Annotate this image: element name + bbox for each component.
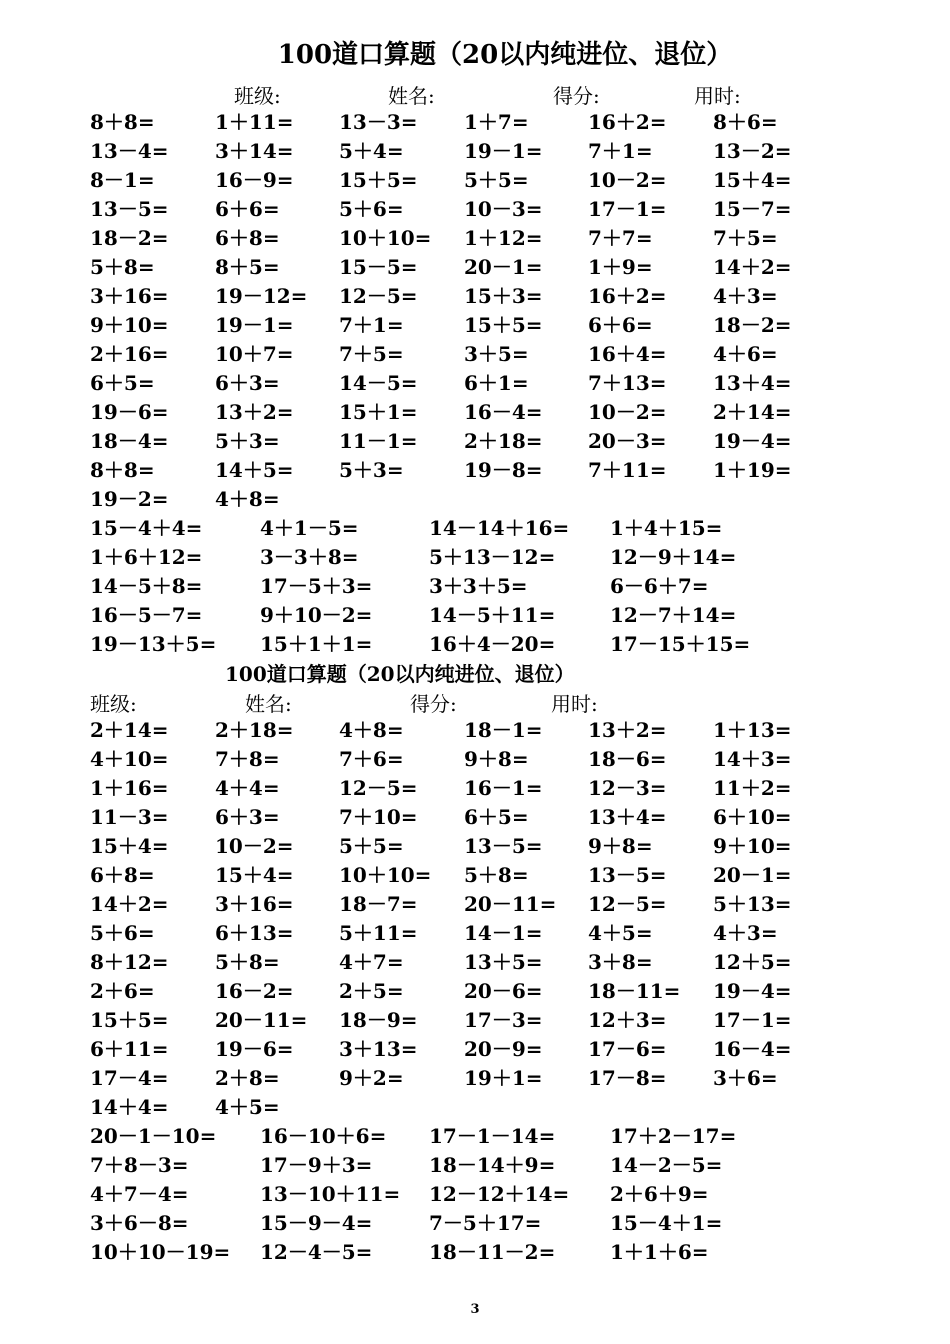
problem-item: 12－5=	[339, 284, 418, 308]
problem-item: 20－11=	[215, 1008, 308, 1032]
problem-item: 5＋6=	[339, 197, 404, 221]
problem-item: 15＋1=	[339, 400, 418, 424]
problem-item: 17－3=	[464, 1008, 543, 1032]
problem-item: 15＋4=	[90, 834, 169, 858]
problem-item: 6＋8=	[90, 863, 155, 887]
problem-item: 7＋13=	[588, 371, 667, 395]
problem-item: 16＋2=	[588, 284, 667, 308]
problem-item: 11－1=	[339, 429, 418, 453]
problem-item: 15－7=	[713, 197, 792, 221]
problem-item: 6－6＋7=	[610, 574, 709, 598]
problem-item: 19－2=	[90, 487, 169, 511]
problem-item: 18－1=	[464, 718, 543, 742]
problem-item: 17－1=	[713, 1008, 792, 1032]
problem-item: 1＋9=	[588, 255, 653, 279]
problem-item: 6＋8=	[215, 226, 280, 250]
problem-item: 12－3=	[588, 776, 667, 800]
problem-item: 18－9=	[339, 1008, 418, 1032]
problem-item: 5＋5=	[464, 168, 529, 192]
problem-item: 12－4－5=	[260, 1240, 373, 1264]
problem-item: 16＋4－20=	[429, 632, 556, 656]
problem-item: 7＋10=	[339, 805, 418, 829]
problem-item: 17－4=	[90, 1066, 169, 1090]
problem-item: 17－1－14=	[429, 1124, 556, 1148]
problem-item: 2＋16=	[90, 342, 169, 366]
problem-item: 3＋3＋5=	[429, 574, 528, 598]
problem-item: 20－1=	[464, 255, 543, 279]
problem-item: 3－3＋8=	[260, 545, 359, 569]
problem-item: 4＋7－4=	[90, 1182, 189, 1206]
problem-item: 20－9=	[464, 1037, 543, 1061]
problem-item: 13＋4=	[588, 805, 667, 829]
problem-item: 13＋4=	[713, 371, 792, 395]
problem-item: 11－3=	[90, 805, 169, 829]
problem-item: 18－2=	[713, 313, 792, 337]
sheet2-title: 100道口算题（20以内纯进位、退位）	[225, 662, 575, 686]
problem-item: 6＋5=	[464, 805, 529, 829]
problem-item: 18－11=	[588, 979, 681, 1003]
problem-item: 4＋5=	[588, 921, 653, 945]
problem-item: 10－2=	[215, 834, 294, 858]
problem-item: 4＋10=	[90, 747, 169, 771]
problem-item: 14＋4=	[90, 1095, 169, 1119]
problem-item: 19－1=	[464, 139, 543, 163]
problem-item: 6＋3=	[215, 805, 280, 829]
problem-item: 16－4=	[464, 400, 543, 424]
problem-item: 2＋6＋9=	[610, 1182, 709, 1206]
problem-item: 13－5=	[464, 834, 543, 858]
problem-item: 4＋5=	[215, 1095, 280, 1119]
problem-item: 4＋7=	[339, 950, 404, 974]
problem-item: 9＋10=	[713, 834, 792, 858]
problem-item: 18－7=	[339, 892, 418, 916]
problem-item: 16－9=	[215, 168, 294, 192]
problem-item: 13－5=	[90, 197, 169, 221]
problem-item: 5＋8=	[90, 255, 155, 279]
problem-item: 5＋5=	[339, 834, 404, 858]
problem-item: 16－1=	[464, 776, 543, 800]
problem-item: 16－4=	[713, 1037, 792, 1061]
time-label: 用时:	[551, 692, 598, 716]
class-label: 班级:	[234, 84, 281, 108]
sheet1-title: 100道口算题（20以内纯进位、退位）	[277, 40, 733, 70]
problem-item: 14－5=	[339, 371, 418, 395]
problem-item: 19－1=	[215, 313, 294, 337]
problem-item: 6＋3=	[215, 371, 280, 395]
problem-item: 19－12=	[215, 284, 308, 308]
problem-item: 2＋8=	[215, 1066, 280, 1090]
problem-item: 2＋6=	[90, 979, 155, 1003]
problem-item: 16－2=	[215, 979, 294, 1003]
problem-item: 14－1=	[464, 921, 543, 945]
problem-item: 18－2=	[90, 226, 169, 250]
problem-item: 13－2=	[713, 139, 792, 163]
problem-item: 7＋5=	[713, 226, 778, 250]
problem-item: 19－6=	[215, 1037, 294, 1061]
problem-item: 3＋16=	[90, 284, 169, 308]
problem-item: 10－3=	[464, 197, 543, 221]
problem-item: 7＋11=	[588, 458, 667, 482]
problem-item: 4＋8=	[215, 487, 280, 511]
problem-item: 16＋2=	[588, 110, 667, 134]
problem-item: 17－1=	[588, 197, 667, 221]
problem-item: 2＋5=	[339, 979, 404, 1003]
problem-item: 7＋8－3=	[90, 1153, 189, 1177]
problem-item: 2＋14=	[713, 400, 792, 424]
sheet1-info-row	[0, 80, 950, 106]
problem-item: 1＋6＋12=	[90, 545, 203, 569]
problem-item: 4＋6=	[713, 342, 778, 366]
time-label: 用时:	[694, 84, 741, 108]
problem-item: 6＋13=	[215, 921, 294, 945]
problem-item: 19－4=	[713, 429, 792, 453]
problem-item: 5＋13－12=	[429, 545, 556, 569]
problem-item: 4＋4=	[215, 776, 280, 800]
problem-item: 9＋10－2=	[260, 603, 373, 627]
problem-item: 1＋13=	[713, 718, 792, 742]
problem-item: 8＋8=	[90, 458, 155, 482]
problem-item: 13－3=	[339, 110, 418, 134]
problem-item: 7－5＋17=	[429, 1211, 542, 1235]
problem-item: 3＋13=	[339, 1037, 418, 1061]
problem-item: 7＋1=	[588, 139, 653, 163]
problem-item: 12＋5=	[713, 950, 792, 974]
score-label: 得分:	[553, 84, 600, 108]
problem-item: 10－2=	[588, 168, 667, 192]
problem-item: 17－5＋3=	[260, 574, 373, 598]
problem-item: 14－5＋8=	[90, 574, 203, 598]
problem-item: 18－11－2=	[429, 1240, 556, 1264]
problem-item: 6＋6=	[215, 197, 280, 221]
problem-item: 14－5＋11=	[429, 603, 556, 627]
problem-item: 8＋5=	[215, 255, 280, 279]
problem-item: 15＋3=	[464, 284, 543, 308]
problem-item: 19－4=	[713, 979, 792, 1003]
problem-item: 6＋5=	[90, 371, 155, 395]
problem-item: 5＋11=	[339, 921, 418, 945]
problem-item: 16－5－7=	[90, 603, 203, 627]
problem-item: 4＋1－5=	[260, 516, 359, 540]
problem-item: 18－6=	[588, 747, 667, 771]
problem-item: 10＋10－19=	[90, 1240, 231, 1264]
problem-item: 13＋5=	[464, 950, 543, 974]
problem-item: 2＋18=	[464, 429, 543, 453]
problem-item: 20－1=	[713, 863, 792, 887]
problem-item: 9＋10=	[90, 313, 169, 337]
problem-item: 5＋3=	[339, 458, 404, 482]
problem-item: 10＋7=	[215, 342, 294, 366]
problem-item: 9＋2=	[339, 1066, 404, 1090]
problem-item: 13－4=	[90, 139, 169, 163]
problem-item: 13－10＋11=	[260, 1182, 401, 1206]
problem-item: 15＋4=	[215, 863, 294, 887]
problem-item: 7＋5=	[339, 342, 404, 366]
problem-item: 16－10＋6=	[260, 1124, 387, 1148]
problem-item: 6＋10=	[713, 805, 792, 829]
problem-item: 20－3=	[588, 429, 667, 453]
problem-item: 3＋6=	[713, 1066, 778, 1090]
problem-item: 15＋5=	[339, 168, 418, 192]
problem-item: 14＋5=	[215, 458, 294, 482]
sheet2-info-row	[0, 688, 950, 714]
problem-item: 12＋3=	[588, 1008, 667, 1032]
problem-item: 3＋8=	[588, 950, 653, 974]
problem-item: 13－5=	[588, 863, 667, 887]
problem-item: 17－15＋15=	[610, 632, 751, 656]
problem-item: 15＋5=	[90, 1008, 169, 1032]
problem-item: 5＋8=	[215, 950, 280, 974]
class-label: 班级:	[90, 692, 137, 716]
problem-item: 5＋8=	[464, 863, 529, 887]
problem-item: 13＋2=	[588, 718, 667, 742]
problem-item: 9＋8=	[588, 834, 653, 858]
problem-item: 14－14＋16=	[429, 516, 570, 540]
name-label: 姓名:	[245, 692, 292, 716]
problem-item: 17＋2－17=	[610, 1124, 737, 1148]
problem-item: 20－1－10=	[90, 1124, 217, 1148]
problem-item: 12－5=	[339, 776, 418, 800]
problem-item: 8＋8=	[90, 110, 155, 134]
name-label: 姓名:	[388, 84, 435, 108]
problem-item: 19－8=	[464, 458, 543, 482]
problem-item: 20－6=	[464, 979, 543, 1003]
problem-item: 2＋14=	[90, 718, 169, 742]
problem-item: 15＋1＋1=	[260, 632, 373, 656]
problem-item: 1＋12=	[464, 226, 543, 250]
problem-item: 20－11=	[464, 892, 557, 916]
problem-item: 18－4=	[90, 429, 169, 453]
problem-item: 19－13＋5=	[90, 632, 217, 656]
problem-item: 14－2－5=	[610, 1153, 723, 1177]
problem-item: 13＋2=	[215, 400, 294, 424]
problem-item: 2＋18=	[215, 718, 294, 742]
score-label: 得分:	[410, 692, 457, 716]
problem-item: 7＋1=	[339, 313, 404, 337]
problem-item: 4＋3=	[713, 284, 778, 308]
problem-item: 15＋5=	[464, 313, 543, 337]
problem-item: 19－6=	[90, 400, 169, 424]
problem-item: 3＋14=	[215, 139, 294, 163]
problem-item: 3＋6－8=	[90, 1211, 189, 1235]
problem-item: 8＋12=	[90, 950, 169, 974]
problem-item: 3＋16=	[215, 892, 294, 916]
page-number: 3	[470, 1302, 480, 1317]
problem-item: 18－14＋9=	[429, 1153, 556, 1177]
problem-item: 6＋11=	[90, 1037, 169, 1061]
problem-item: 1＋1＋6=	[610, 1240, 709, 1264]
problem-item: 1＋19=	[713, 458, 792, 482]
problem-item: 8＋6=	[713, 110, 778, 134]
problem-item: 12－7＋14=	[610, 603, 737, 627]
problem-item: 5＋13=	[713, 892, 792, 916]
problem-item: 7＋8=	[215, 747, 280, 771]
problem-item: 5＋4=	[339, 139, 404, 163]
problem-item: 4＋8=	[339, 718, 404, 742]
problem-item: 11＋2=	[713, 776, 792, 800]
problem-item: 6＋6=	[588, 313, 653, 337]
problem-item: 15－5=	[339, 255, 418, 279]
problem-item: 8－1=	[90, 168, 155, 192]
problem-item: 17－8=	[588, 1066, 667, 1090]
problem-item: 7＋7=	[588, 226, 653, 250]
problem-item: 1＋11=	[215, 110, 294, 134]
problem-item: 4＋3=	[713, 921, 778, 945]
problem-item: 10＋10=	[339, 863, 432, 887]
problem-item: 6＋1=	[464, 371, 529, 395]
problem-item: 5＋6=	[90, 921, 155, 945]
problem-item: 14＋2=	[90, 892, 169, 916]
problem-item: 17－6=	[588, 1037, 667, 1061]
problem-item: 14＋3=	[713, 747, 792, 771]
problem-item: 16＋4=	[588, 342, 667, 366]
problem-item: 9＋8=	[464, 747, 529, 771]
problem-item: 1＋16=	[90, 776, 169, 800]
problem-item: 14＋2=	[713, 255, 792, 279]
problem-item: 15＋4=	[713, 168, 792, 192]
problem-item: 7＋6=	[339, 747, 404, 771]
problem-item: 12－9＋14=	[610, 545, 737, 569]
problem-item: 1＋7=	[464, 110, 529, 134]
problem-item: 19＋1=	[464, 1066, 543, 1090]
problem-item: 5＋3=	[215, 429, 280, 453]
problem-item: 17－9＋3=	[260, 1153, 373, 1177]
problem-item: 10－2=	[588, 400, 667, 424]
problem-item: 3＋5=	[464, 342, 529, 366]
problem-item: 12－5=	[588, 892, 667, 916]
problem-item: 12－12＋14=	[429, 1182, 570, 1206]
problem-item: 1＋4＋15=	[610, 516, 723, 540]
problem-item: 15－4＋4=	[90, 516, 203, 540]
problem-item: 10＋10=	[339, 226, 432, 250]
problem-item: 15－9－4=	[260, 1211, 373, 1235]
problem-item: 15－4＋1=	[610, 1211, 723, 1235]
